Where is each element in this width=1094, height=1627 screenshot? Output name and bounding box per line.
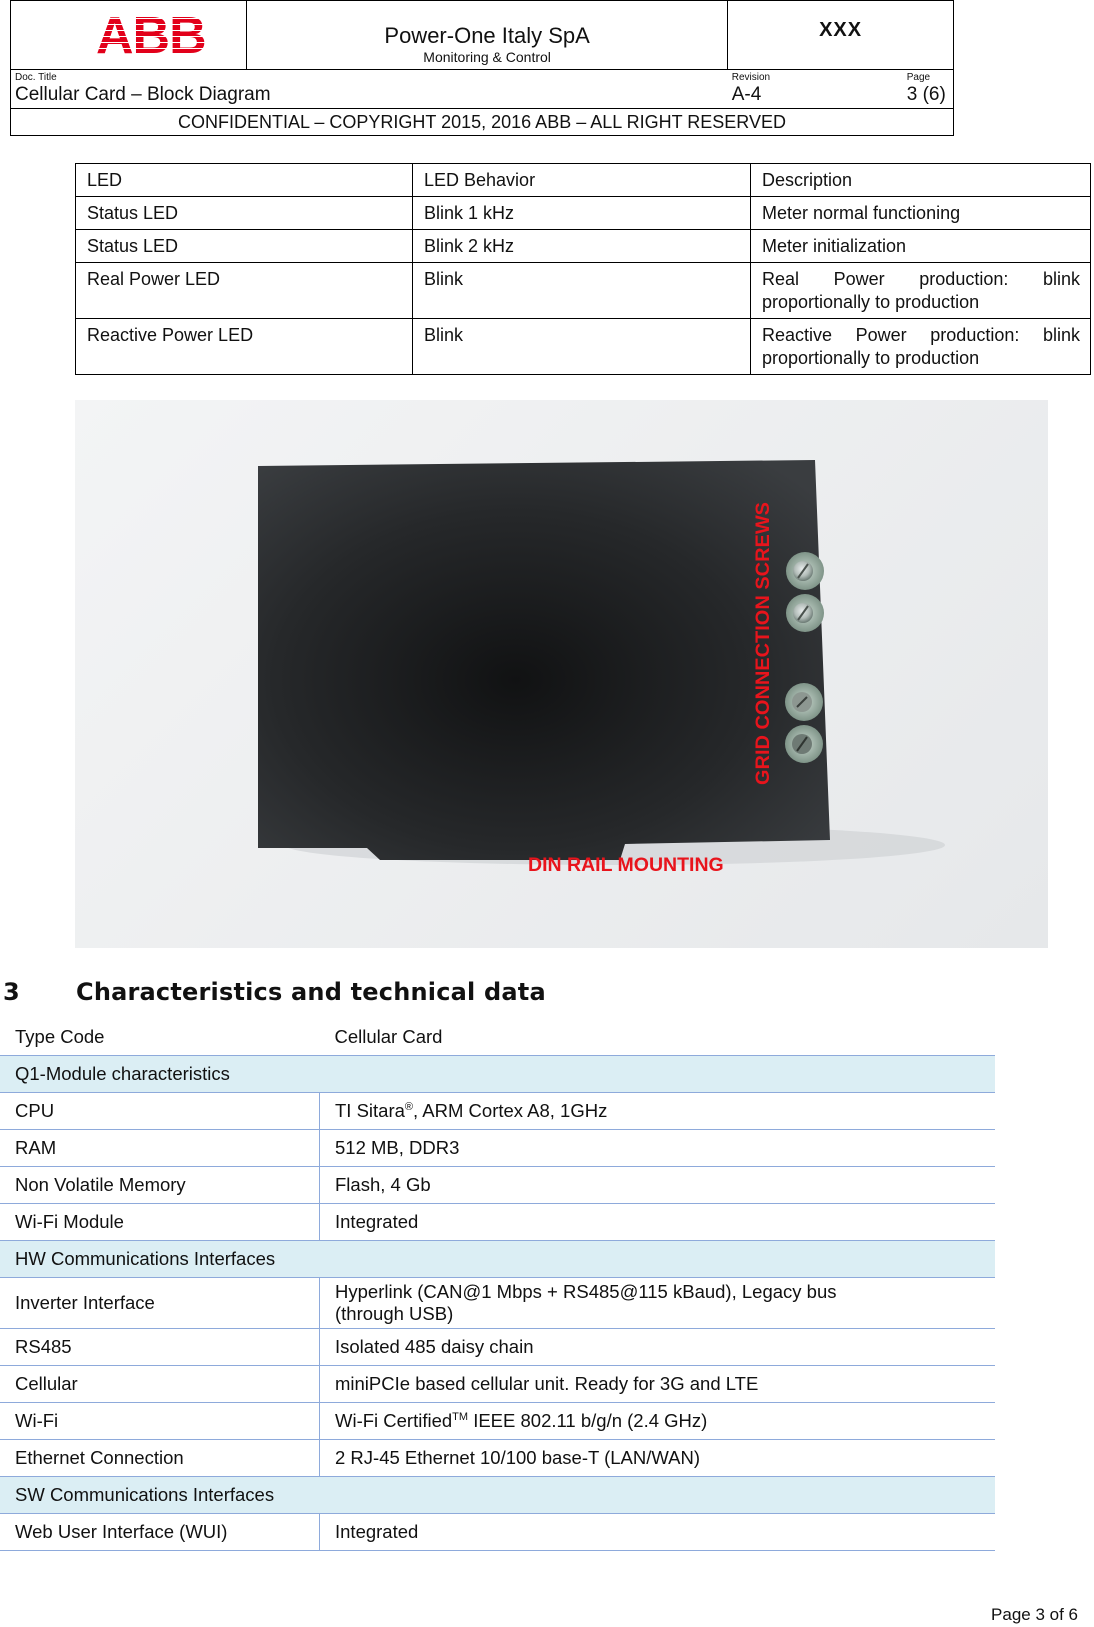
table-cell: Blink 2 kHz <box>413 230 751 263</box>
spec-value: Flash, 4 Gb <box>320 1167 996 1204</box>
table-row <box>0 1440 995 1477</box>
department-name: Monitoring & Control <box>423 49 551 65</box>
table-cell: Blink <box>413 319 751 375</box>
section-number: 3 <box>3 978 20 1006</box>
spec-value <box>320 1403 996 1440</box>
document-header <box>10 0 954 136</box>
spec-group-row <box>0 1056 995 1093</box>
table-row <box>0 1366 995 1403</box>
trademark-mark: TM <box>452 1410 469 1423</box>
spec-key: Wi-Fi <box>0 1403 320 1440</box>
spec-value: Hyperlink (CAN@1 Mbps + RS485@115 kBaud), Legacy bus (through USB) <box>320 1278 996 1329</box>
spec-group-title: Q1-Module characteristics <box>0 1056 995 1093</box>
revision-label: Revision <box>731 72 771 83</box>
spec-value: 2 RJ-45 Ethernet 10/100 base-T (LAN/WAN) <box>320 1440 996 1477</box>
table-cell: Blink <box>413 263 751 319</box>
doc-title: Cellular Card – Block Diagram <box>15 84 271 105</box>
spec-value: Cellular Card <box>320 1019 996 1056</box>
doc-title-label: Doc. Title <box>15 72 57 83</box>
spec-value: Integrated <box>320 1204 996 1241</box>
device-illustration <box>75 400 1048 948</box>
page-number: Page 3 of 6 <box>991 1605 1078 1624</box>
table-cell: Reactive Power LED <box>76 319 413 375</box>
table-cell: Meter normal functioning <box>751 197 1091 230</box>
logo-cell <box>11 1 247 70</box>
table-cell: Real Power LED <box>76 263 413 319</box>
led-col-header: LED <box>76 164 413 197</box>
spec-key: Inverter Interface <box>0 1278 320 1329</box>
table-row <box>0 1130 995 1167</box>
spec-value: 512 MB, DDR3 <box>320 1130 996 1167</box>
company-cell <box>247 1 728 70</box>
description-col-header: Description <box>751 164 1091 197</box>
spec-value <box>320 1093 996 1130</box>
spec-key: Wi-Fi Module <box>0 1204 320 1241</box>
spec-group-title: SW Communications Interfaces <box>0 1477 995 1514</box>
spec-value-text: , ARM Cortex A8, 1GHz <box>413 1100 608 1121</box>
abb-logo-text: ABB <box>96 7 206 65</box>
revision-cell <box>728 70 903 109</box>
table-row <box>0 1329 995 1366</box>
spec-key: Web User Interface (WUI) <box>0 1514 320 1551</box>
table-row <box>0 1093 995 1130</box>
table-row <box>0 1403 995 1440</box>
company-name: Power-One Italy SpA <box>384 23 590 48</box>
doc-code: XXX <box>819 19 863 41</box>
abb-logo <box>11 1 246 65</box>
table-cell: Status LED <box>76 230 413 263</box>
table-cell: Reactive Power production: blink proportionally to production <box>751 319 1091 375</box>
spec-value-text: Wi-Fi Certified <box>335 1410 453 1431</box>
page-label: Page <box>906 72 931 83</box>
grid-connection-screws-label: GRID CONNECTION SCREWS <box>752 508 774 785</box>
spec-key: Ethernet Connection <box>0 1440 320 1477</box>
table-row <box>76 263 1091 319</box>
table-row <box>0 1204 995 1241</box>
spec-key: Cellular <box>0 1366 320 1403</box>
table-row <box>76 197 1091 230</box>
revision-value: A-4 <box>731 84 762 105</box>
device-body <box>258 460 830 860</box>
doc-code-cell <box>728 1 954 70</box>
led-table <box>75 163 1091 375</box>
table-row <box>0 1278 995 1329</box>
doc-title-cell <box>11 70 728 109</box>
table-cell: Status LED <box>76 197 413 230</box>
spec-key: RS485 <box>0 1329 320 1366</box>
spec-value-text: TI Sitara <box>335 1100 405 1121</box>
spec-value-text: IEEE 802.11 b/g/n (2.4 GHz) <box>468 1410 708 1431</box>
din-rail-mounting-label: DIN RAIL MOUNTING <box>528 854 724 876</box>
spec-key: Type Code <box>0 1019 320 1056</box>
spec-value: Isolated 485 daisy chain <box>320 1329 996 1366</box>
spec-key: CPU <box>0 1093 320 1130</box>
spec-value: miniPCIe based cellular unit. Ready for 3G and LTE <box>320 1366 996 1403</box>
behavior-col-header: LED Behavior <box>413 164 751 197</box>
spec-value: Integrated <box>320 1514 996 1551</box>
table-row <box>76 230 1091 263</box>
device-photo <box>75 400 1048 948</box>
page-cell <box>903 70 954 109</box>
spec-table <box>0 1019 995 1551</box>
registered-mark: ® <box>404 1100 414 1113</box>
section-title: Characteristics and technical data <box>76 978 546 1006</box>
table-cell: Meter initialization <box>751 230 1091 263</box>
table-row <box>0 1514 995 1551</box>
led-table-header <box>76 164 1091 197</box>
table-row <box>76 319 1091 375</box>
table-row <box>0 1019 995 1056</box>
table-cell: Real Power production: blink proportionally to production <box>751 263 1091 319</box>
spec-group-row <box>0 1241 995 1278</box>
page-value: 3 (6) <box>906 84 946 105</box>
confidential-notice: CONFIDENTIAL – COPYRIGHT 2015, 2016 ABB – ALL RIGHT RESERVED <box>11 109 954 136</box>
spec-group-row <box>0 1477 995 1514</box>
spec-key: Non Volatile Memory <box>0 1167 320 1204</box>
spec-key: RAM <box>0 1130 320 1167</box>
table-cell: Blink 1 kHz <box>413 197 751 230</box>
spec-group-title: HW Communications Interfaces <box>0 1241 995 1278</box>
section-heading <box>3 978 546 1006</box>
table-row <box>0 1167 995 1204</box>
